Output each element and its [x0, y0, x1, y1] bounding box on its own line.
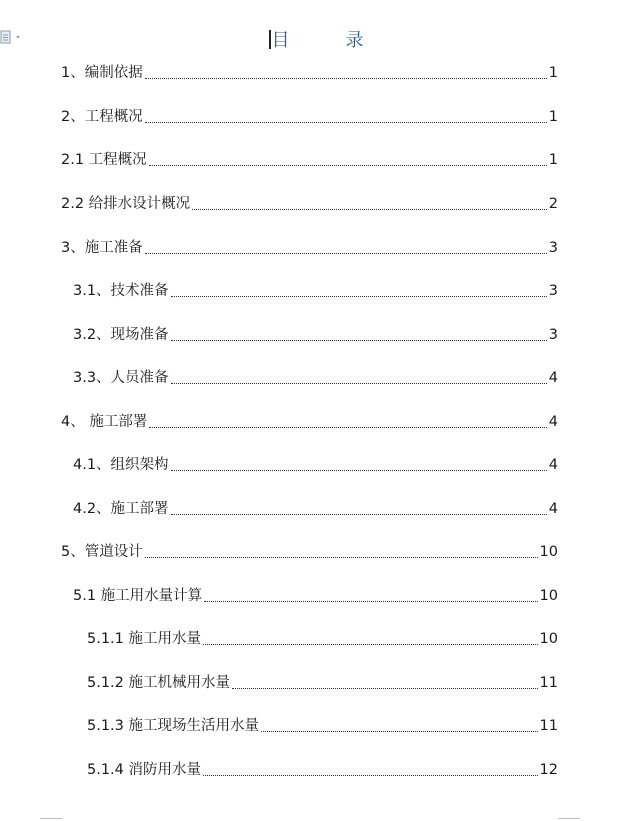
toc-entry[interactable] [73, 498, 558, 520]
toc-leader [149, 165, 547, 166]
toc-leader [145, 253, 547, 254]
toc-title-part1: 目 [271, 30, 290, 51]
toc-entry-label: 2.2 给排水设计概况 [61, 196, 191, 212]
toc-leader [171, 383, 547, 384]
toc-entry[interactable] [87, 672, 558, 694]
toc-entry-label: 2.1 工程概况 [61, 152, 147, 168]
page-corner-mark-left [40, 818, 62, 819]
toc-leader [171, 514, 547, 515]
text-cursor [269, 30, 271, 49]
toc-leader [192, 209, 547, 210]
toc-entry-page: 1 [548, 109, 558, 125]
toc-entry-page: 10 [539, 588, 558, 604]
toc-entry-label: 3.1、技术准备 [73, 283, 169, 299]
toc-entry-label: 2、工程概况 [61, 109, 143, 125]
toc-entry-label: 4、 施工部署 [61, 414, 148, 430]
toc-entry[interactable] [73, 324, 558, 346]
toc-entry-label: 3、施工准备 [61, 240, 143, 256]
toc-title-part2: 录 [345, 30, 364, 51]
toc-entry[interactable] [87, 759, 558, 781]
toc-entry[interactable] [73, 454, 558, 476]
toc-entry-label: 4.1、组织架构 [73, 457, 169, 473]
toc-leader [261, 731, 538, 732]
toc-leader [145, 122, 547, 123]
toc-title [0, 26, 632, 52]
toc-entry-page: 1 [548, 65, 558, 81]
toc-leader [171, 340, 547, 341]
toc-entry-page: 1 [548, 152, 558, 168]
toc-leader [171, 296, 547, 297]
toc-entry-label: 5、管道设计 [61, 544, 143, 560]
toc-leader [149, 427, 546, 428]
toc-entry-label: 3.3、人员准备 [73, 370, 169, 386]
toc-entry-page: 3 [548, 240, 558, 256]
toc-entry-label: 5.1.1 施工用水量 [87, 631, 202, 647]
toc-leader [232, 688, 538, 689]
toc-entry-page: 2 [548, 196, 558, 212]
toc-entry-page: 10 [539, 631, 558, 647]
toc-entry-label: 5.1.2 施工机械用水量 [87, 675, 231, 691]
toc-entry[interactable] [73, 280, 558, 302]
toc-leader [145, 78, 547, 79]
toc-entry[interactable] [73, 367, 558, 389]
toc-entry-page: 12 [539, 762, 558, 778]
toc-entry[interactable] [61, 193, 558, 215]
toc-entry-label: 3.2、现场准备 [73, 327, 169, 343]
toc-entry-label: 5.1 施工用水量计算 [73, 588, 203, 604]
toc-leader [145, 557, 538, 558]
toc-entry-page: 4 [548, 414, 558, 430]
toc-entry[interactable] [61, 149, 558, 171]
toc-entry-label: 5.1.4 消防用水量 [87, 762, 202, 778]
toc-entry-page: 4 [548, 501, 558, 517]
toc-entry[interactable] [61, 106, 558, 128]
toc-entry[interactable] [61, 411, 558, 433]
toc-entry-page: 3 [548, 327, 558, 343]
toc-entry[interactable] [73, 585, 558, 607]
toc-leader [203, 775, 538, 776]
toc-entry-label: 1、编制依据 [61, 65, 143, 81]
toc-entry-page: 10 [539, 544, 558, 560]
toc-entry[interactable] [87, 628, 558, 650]
toc-entry-page: 11 [539, 718, 558, 734]
toc-entry-page: 4 [548, 457, 558, 473]
toc-entry-label: 4.2、施工部署 [73, 501, 169, 517]
toc-entry-page: 11 [539, 675, 558, 691]
toc-entry-page: 4 [548, 370, 558, 386]
toc-entry[interactable] [61, 62, 558, 84]
toc-leader [171, 470, 547, 471]
toc-entry-page: 3 [548, 283, 558, 299]
toc-entry-label: 5.1.3 施工现场生活用水量 [87, 718, 260, 734]
toc-leader [204, 601, 537, 602]
toc-entry[interactable] [61, 237, 558, 259]
page-corner-mark-right [558, 818, 580, 819]
toc-entry[interactable] [61, 541, 558, 563]
toc-entry[interactable] [87, 715, 558, 737]
toc-leader [203, 644, 538, 645]
